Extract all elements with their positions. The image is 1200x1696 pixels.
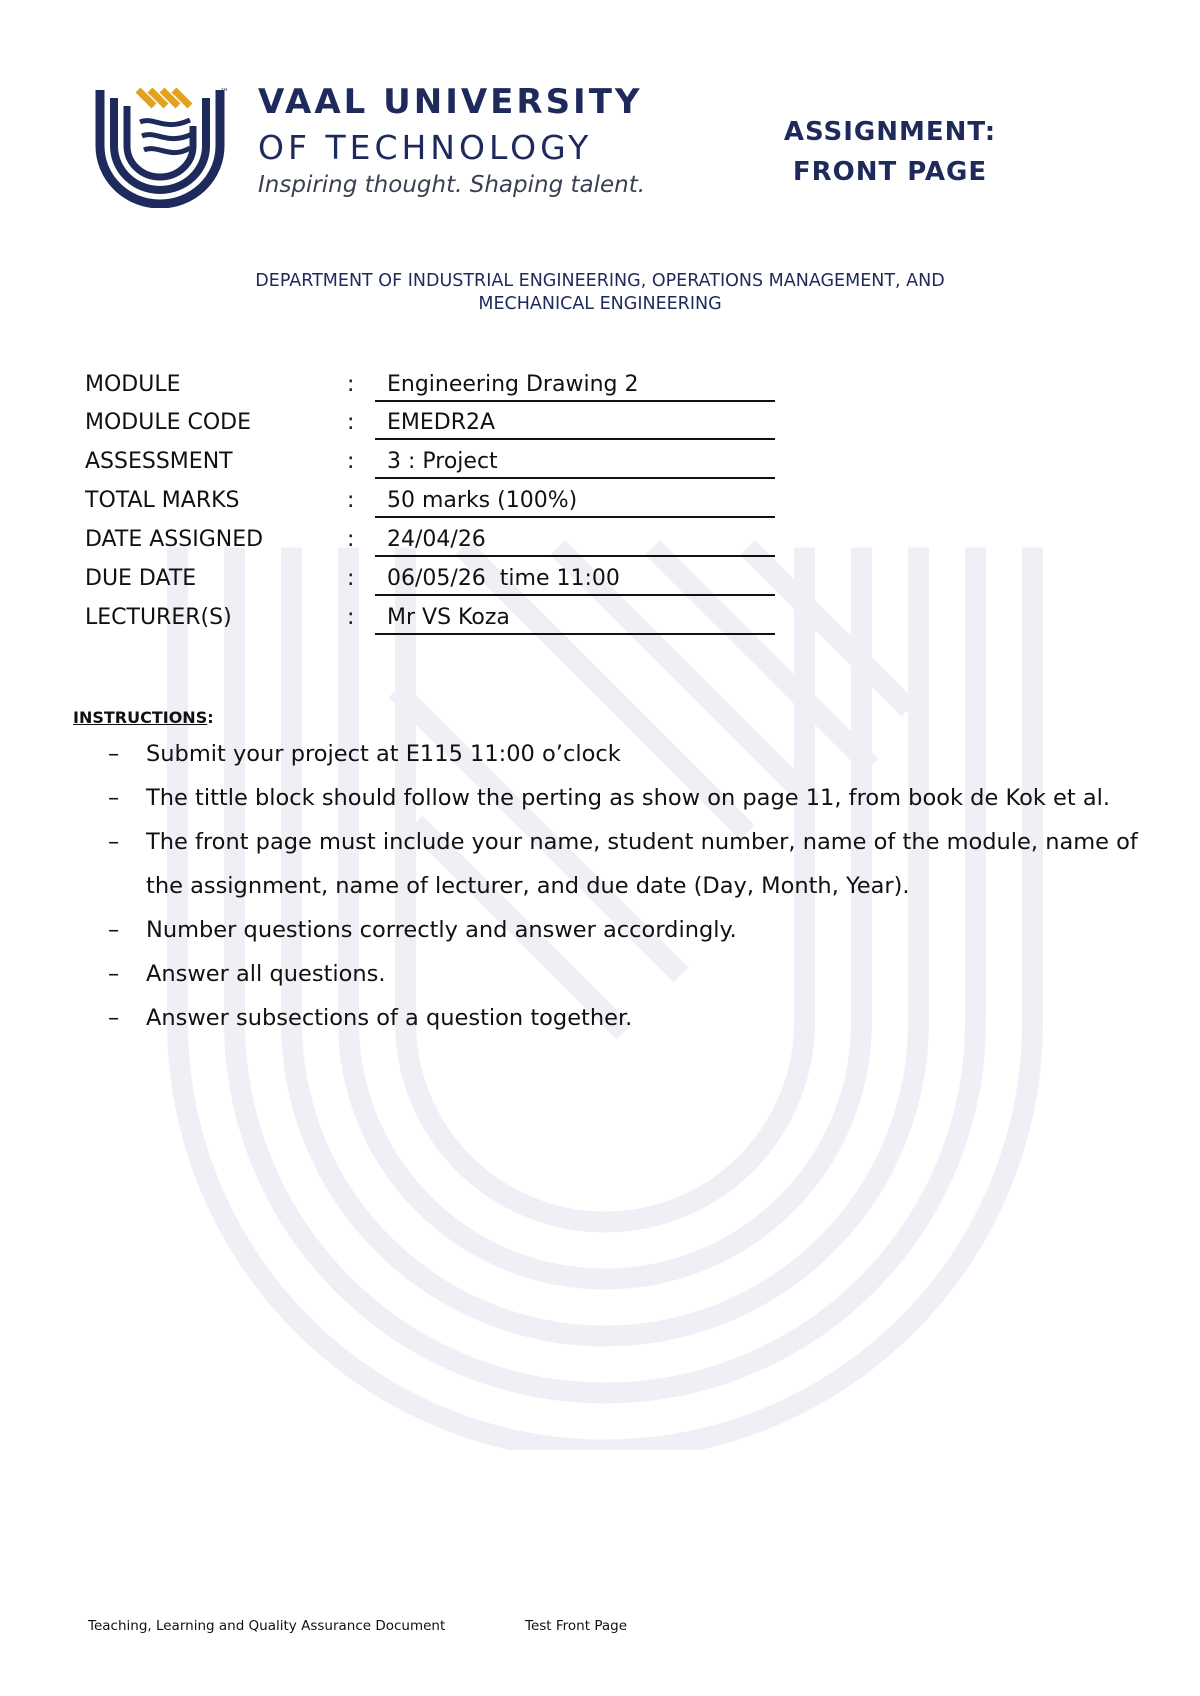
due-date-label: DUE DATE xyxy=(85,566,197,591)
due-date-value: 06/05/26 time 11:00 xyxy=(375,566,775,596)
bullet-dash: – xyxy=(108,829,120,855)
detail-row-total-marks xyxy=(85,484,785,520)
instruction-item xyxy=(108,820,1148,908)
bullet-dash: – xyxy=(108,1005,120,1031)
university-logo-icon xyxy=(94,86,226,208)
instruction-text: Submit your project at E115 11:00 o’clock xyxy=(146,741,621,767)
instruction-text: Number questions correctly and answer accordingly. xyxy=(146,917,737,943)
document-title-line2: FRONT PAGE xyxy=(792,157,988,187)
bullet-dash: – xyxy=(108,917,120,943)
document-title-line1: ASSIGNMENT: xyxy=(783,117,997,147)
separator: : xyxy=(347,410,355,435)
instruction-item xyxy=(108,996,1148,1040)
instruction-text: Answer all questions. xyxy=(146,961,386,987)
assessment-label: ASSESSMENT xyxy=(85,449,233,474)
footer-page-name: Test Front Page xyxy=(525,1618,627,1634)
module-label: MODULE xyxy=(85,372,181,397)
department-line1: DEPARTMENT OF INDUSTRIAL ENGINEERING, OPERATIONS MANAGEMENT, AND xyxy=(255,271,945,291)
separator: : xyxy=(347,566,355,591)
instruction-item xyxy=(108,952,1148,996)
department-line2: MECHANICAL ENGINEERING xyxy=(478,294,722,314)
document-title xyxy=(760,112,1020,192)
instruction-list xyxy=(108,732,1148,1040)
module-code-label: MODULE CODE xyxy=(85,410,252,435)
footer-document-type: Teaching, Learning and Quality Assurance Document xyxy=(88,1618,446,1634)
instructions-heading-colon: : xyxy=(207,708,214,727)
lecturers-label: LECTURER(S) xyxy=(85,605,232,630)
separator: : xyxy=(347,527,355,552)
separator: : xyxy=(347,488,355,513)
detail-row-lecturers xyxy=(85,601,785,637)
instruction-text: The front page must include your name, student number, name of the module, name of the assignment, name of lecturer, and due date (Day, Month, Year). xyxy=(146,829,1138,899)
university-tagline: Inspiring thought. Shaping talent. xyxy=(258,172,646,198)
bullet-dash: – xyxy=(108,741,120,767)
instruction-text: The tittle block should follow the perting as show on page 11, from book de Kok et al. xyxy=(146,785,1111,811)
instruction-text: Answer subsections of a question together. xyxy=(146,1005,633,1031)
instruction-item xyxy=(108,908,1148,952)
university-subname: OF TECHNOLOGY xyxy=(258,128,593,167)
department-heading xyxy=(100,270,1100,316)
instruction-item xyxy=(108,732,1148,776)
separator: : xyxy=(347,449,355,474)
module-value: Engineering Drawing 2 xyxy=(375,372,775,402)
detail-row-module-code xyxy=(85,406,785,442)
date-assigned-label: DATE ASSIGNED xyxy=(85,527,264,552)
assessment-value: 3 : Project xyxy=(375,449,775,479)
instruction-item xyxy=(108,776,1148,820)
separator: : xyxy=(347,605,355,630)
instructions-heading-text: INSTRUCTIONS xyxy=(73,708,208,727)
total-marks-label: TOTAL MARKS xyxy=(85,488,240,513)
total-marks-value: 50 marks (100%) xyxy=(375,488,775,518)
detail-row-assessment xyxy=(85,445,785,481)
date-assigned-value: 24/04/26 xyxy=(375,527,775,557)
separator: : xyxy=(347,372,355,397)
bullet-dash: – xyxy=(108,961,120,987)
detail-row-module xyxy=(85,368,785,404)
detail-row-due-date xyxy=(85,562,785,598)
module-code-value: EMEDR2A xyxy=(375,410,775,440)
university-name: VAAL UNIVERSITY xyxy=(258,82,643,122)
trademark-symbol: ™ xyxy=(220,88,229,98)
instructions-heading xyxy=(73,708,214,727)
lecturers-value: Mr VS Koza xyxy=(375,605,775,635)
bullet-dash: – xyxy=(108,785,120,811)
detail-row-date-assigned xyxy=(85,523,785,559)
